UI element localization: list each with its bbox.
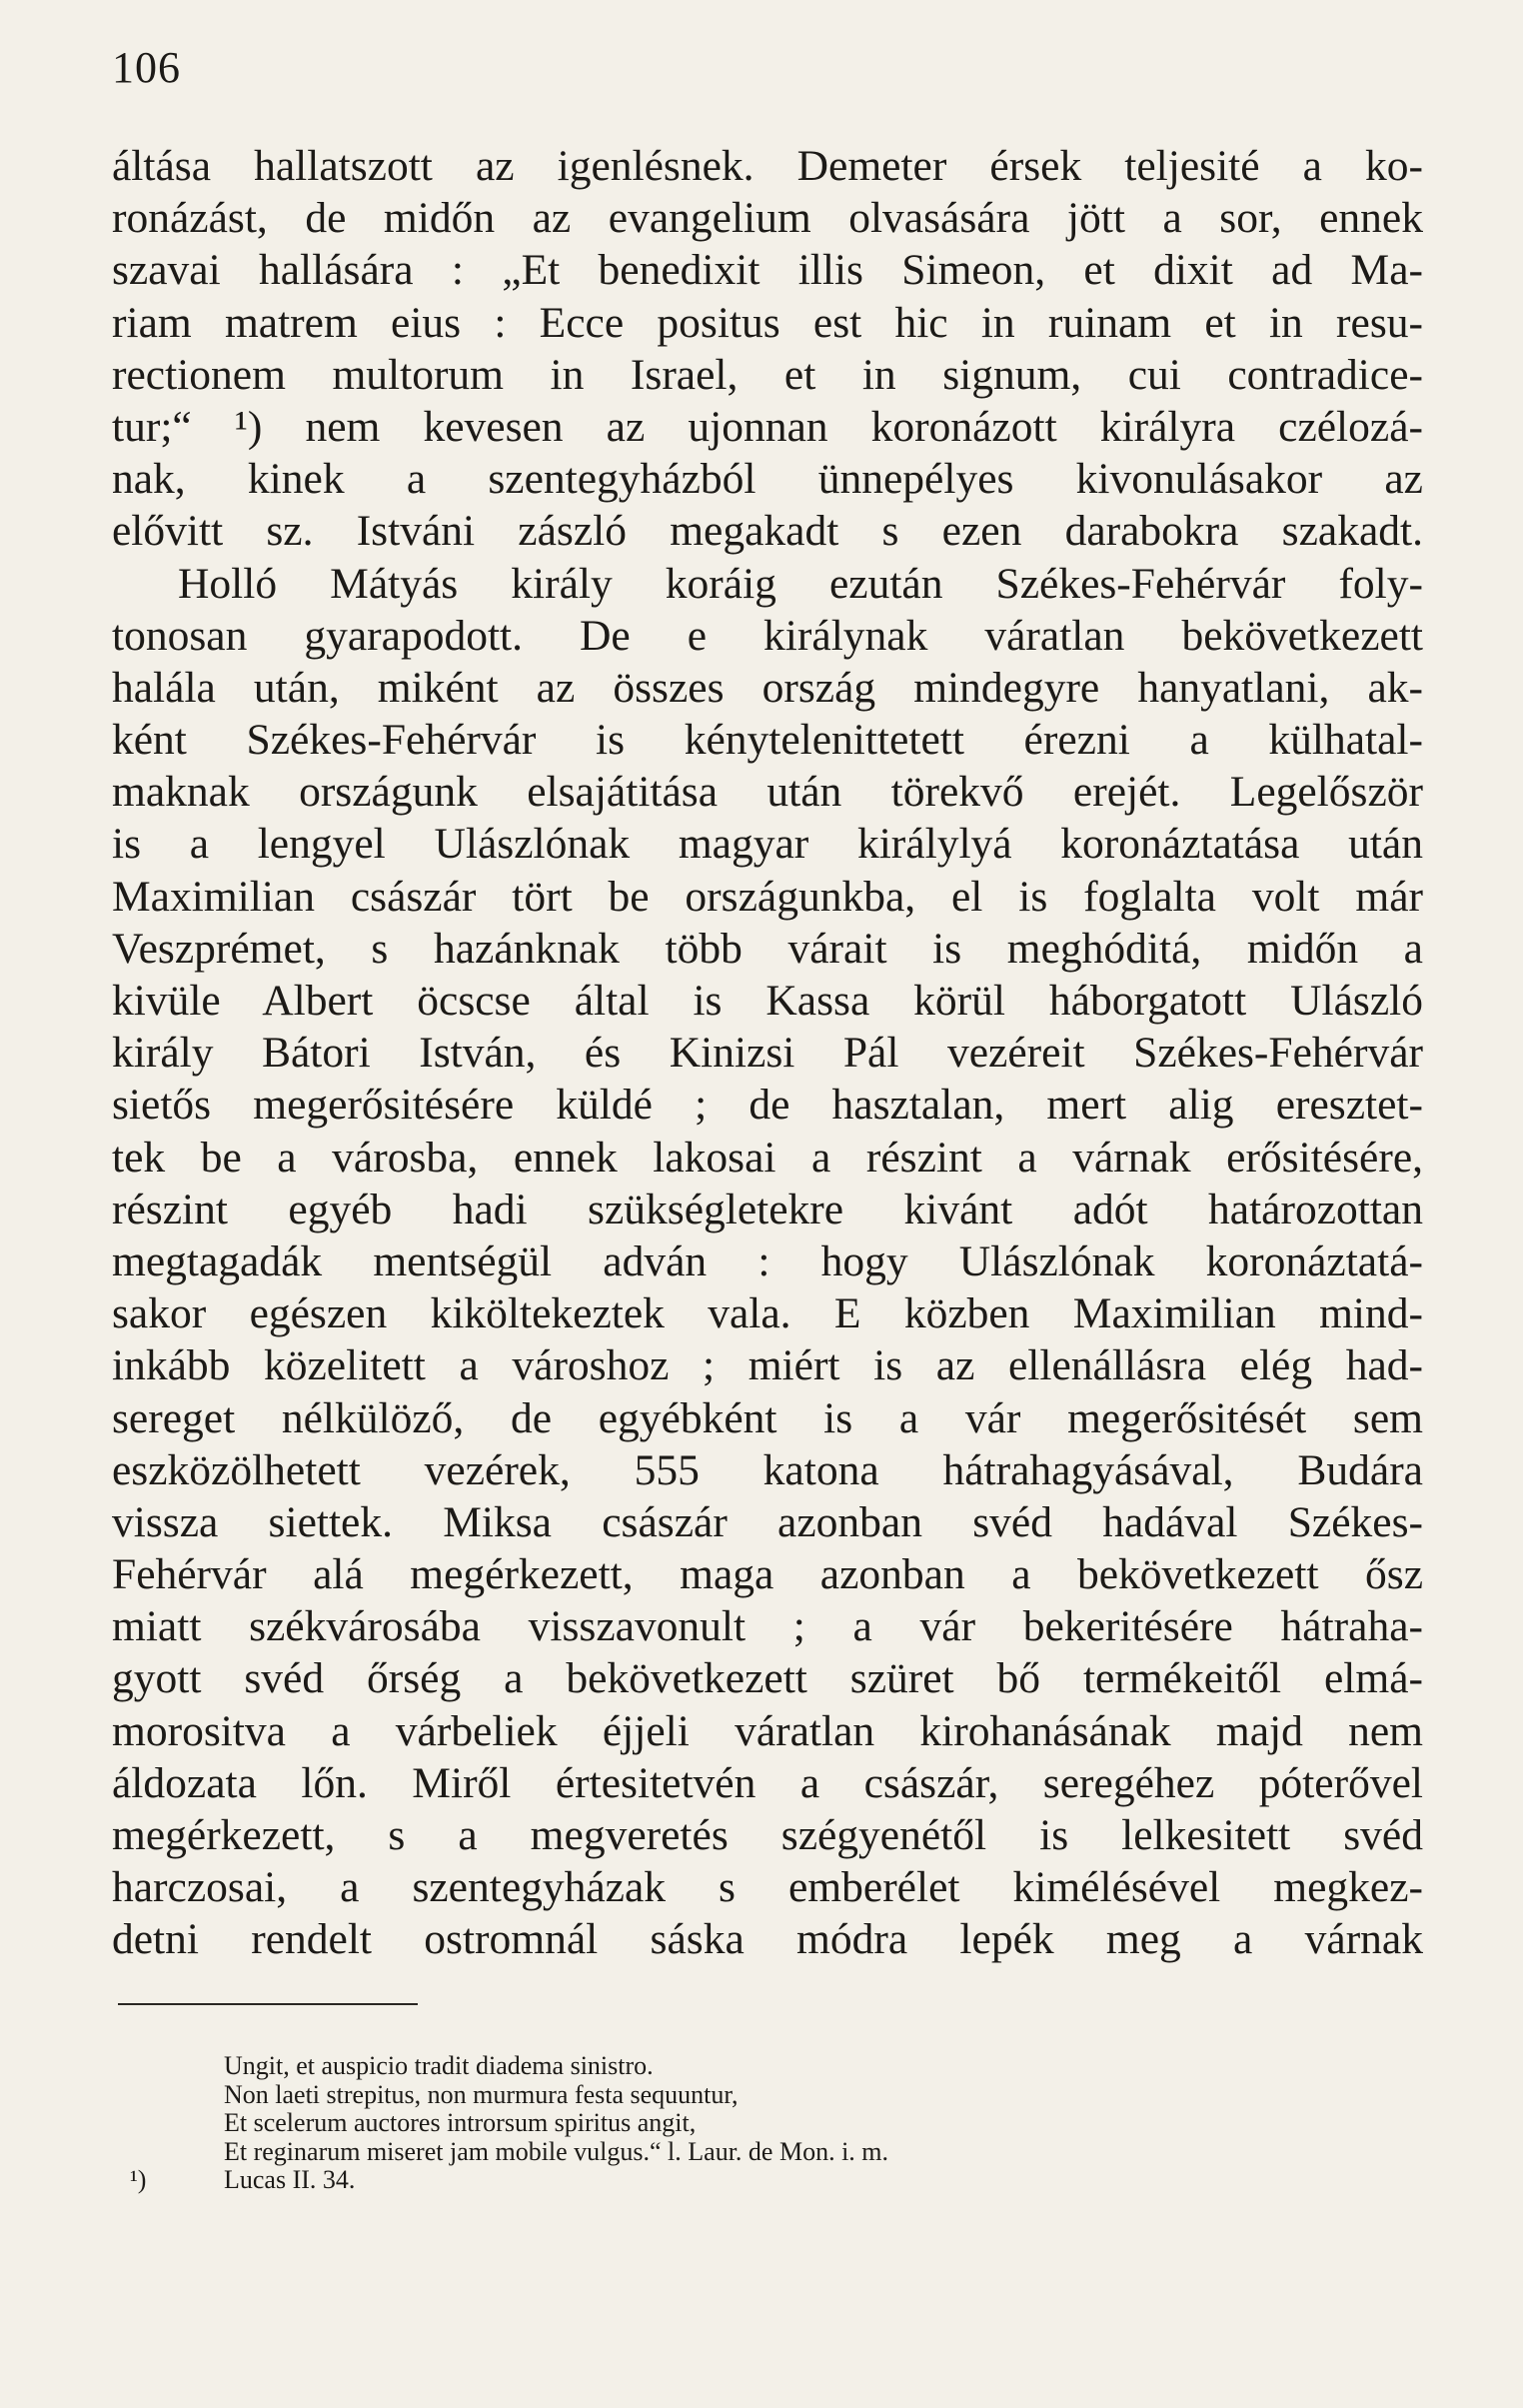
text-line: rectionem multorum in Israel, et in signum, cui contradice- [112,350,1423,399]
text-line: detni rendelt ostromnál sáska módra lepék meg a várnak [112,1915,1423,1964]
text-line: elővitt sz. Istváni zászló megakadt s ezen darabokra szakadt. [112,507,1423,556]
footnote-reference-text: Lucas II. 34. [224,2165,356,2194]
footnote-mark: ¹) [130,2165,147,2194]
body-text [112,140,1423,1966]
text-line: riam matrem eius : Ecce positus est hic in ruinam et in resu- [112,298,1423,347]
footnote-line: Et reginarum miseret jam mobile vulgus.“ l. Laur. de Mon. i. m. [224,2136,889,2166]
footnote-line: Ungit, et auspicio tradit diadema sinistro. [224,2051,654,2080]
text-line: halála után, miként az összes ország mindegyre hanyatlani, ak- [112,663,1423,712]
text-line: áldozata lőn. Miről értesitetvén a császár, seregéhez póterővel [112,1758,1423,1807]
text-line: részint egyéb hadi szükségletekre kivánt adót határozottan [112,1185,1423,1233]
text-line: Maximilian császár tört be országunkba, el is foglalta volt már [112,872,1423,921]
text-line: inkább közelitett a városhoz ; miért is az ellenállásra elég had- [112,1341,1423,1390]
text-line: megérkezett, s a megveretés szégyenétől is lelkesitett svéd [112,1811,1423,1859]
footnote-reference [112,2166,1261,2195]
page-number: 106 [112,43,181,92]
text-line: nak, kinek a szentegyházból ünnepélyes kivonulásakor az [112,455,1423,504]
text-line: eszközölhetett vezérek, 555 katona hátrahagyásával, Budára [112,1445,1423,1494]
text-line: miatt székvárosába visszavonult ; a vár bekeritésére hátraha- [112,1602,1423,1651]
footnotes [112,2052,1261,2195]
text-line: áltása hallatszott az igenlésnek. Demeter érsek teljesité a ko- [112,142,1423,190]
text-line: sietős megerősitésére küldé ; de hasztalan, mert alig eresztet- [112,1081,1423,1130]
text-line: is a lengyel Ulászlónak magyar királylyá koronáztatása után [112,820,1423,869]
text-line: király Bátori István, és Kinizsi Pál vezéreit Székes-Fehérvár [112,1029,1423,1078]
text-line: sereget nélkülöző, de egyébként is a vár megerősitését sem [112,1393,1423,1442]
text-line: ronázást, de midőn az evangelium olvasására jött a sor, ennek [112,194,1423,243]
text-line: Veszprémet, s hazánknak több várait is meghóditá, midőn a [112,924,1423,973]
text-line: szavai hallására : „Et benedixit illis Simeon, et dixit ad Ma- [112,246,1423,295]
text-line: kivüle Albert öcscse által is Kassa körül háborgatott Ulászló [112,977,1423,1025]
footnote-line: Et scelerum auctores introrsum spiritus angit, [224,2108,697,2137]
text-line: vissza siettek. Miksa császár azonban svéd hadával Székes- [112,1497,1423,1546]
text-line: tek be a városba, ennek lakosai a részint a várnak erősitésére, [112,1133,1423,1182]
text-line: Fehérvár alá megérkezett, maga azonban a bekövetkezett ősz [112,1550,1423,1599]
text-line: Holló Mátyás király koráig ezután Székes-Fehérvár foly- [178,559,1423,608]
text-line: megtagadák mentségül adván : hogy Ulászlónak koronáztatá- [112,1236,1423,1285]
footnote-line: Non laeti strepitus, non murmura festa sequuntur, [224,2079,739,2109]
text-line: sakor egészen kiköltekeztek vala. E közben Maximilian mind- [112,1289,1423,1338]
text-line: morositva a várbeliek éjjeli váratlan kirohanásának majd nem [112,1706,1423,1755]
text-line: tur;“ ¹) nem kevesen az ujonnan koronázott királyra czélozá- [112,402,1423,451]
text-line: maknak országunk elsajátitása után törekvő erejét. Legelőször [112,768,1423,817]
text-line: ként Székes-Fehérvár is kénytelenittetett érezni a külhatal- [112,716,1423,765]
text-line: harczosai, a szentegyházak s emberélet kimélésével megkez- [112,1863,1423,1912]
footnote-divider [118,2003,418,2005]
text-line: gyott svéd őrség a bekövetkezett szüret bő termékeitől elmá- [112,1654,1423,1703]
text-line: tonosan gyarapodott. De e királynak váratlan bekövetkezett [112,611,1423,660]
